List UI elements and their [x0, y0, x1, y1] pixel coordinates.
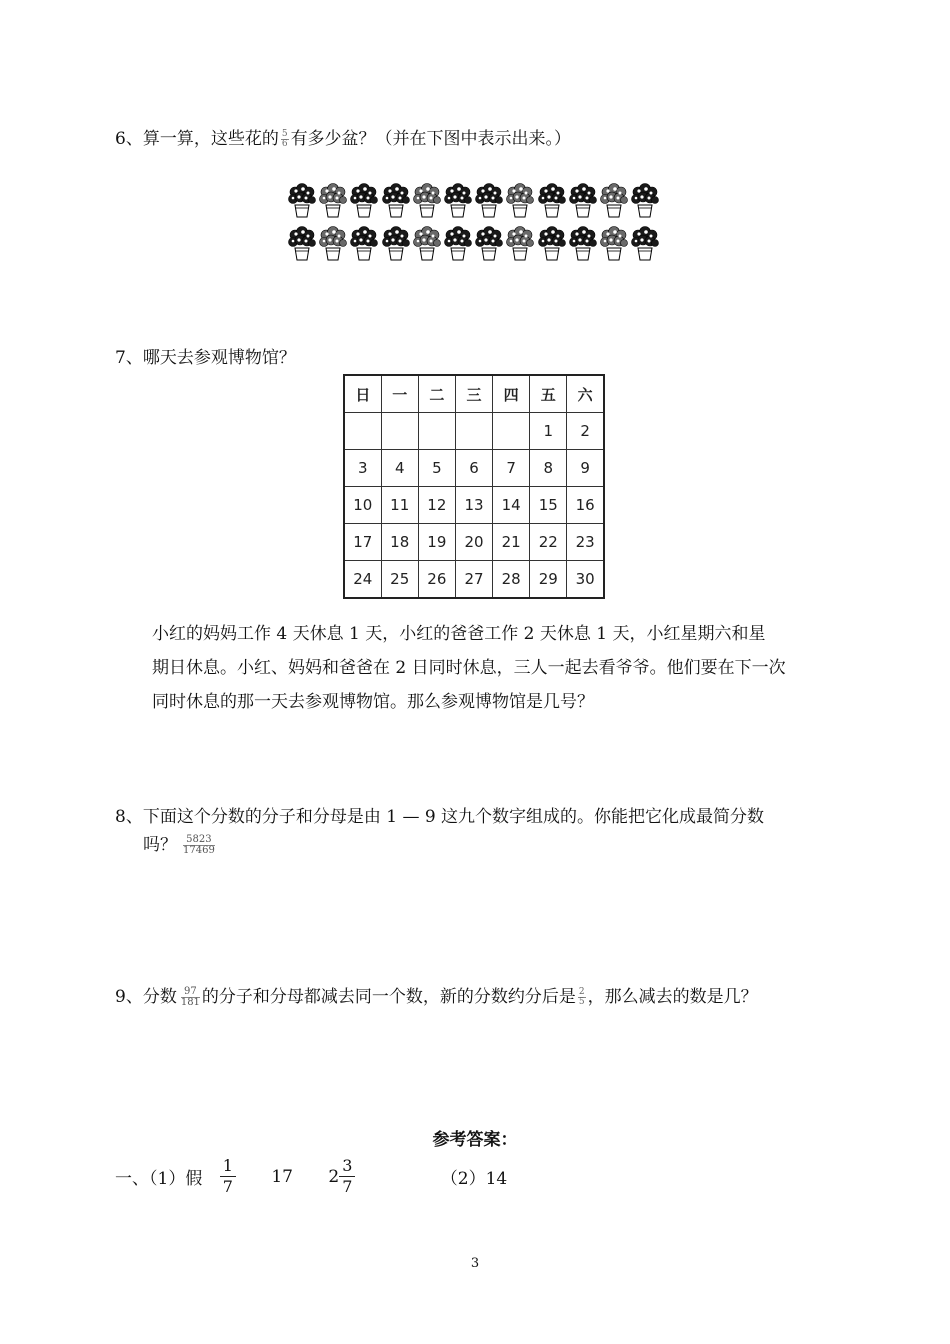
calendar-day-cell: 8	[530, 450, 567, 487]
calendar-day-cell: 13	[455, 487, 492, 524]
answer-label: 一、（1）假	[115, 1169, 203, 1189]
q9-text-b: 的分子和分母都减去同一个数，新的分数约分后是	[201, 987, 576, 1007]
flower-pot-icon	[475, 183, 503, 221]
calendar-day-cell: 14	[493, 487, 530, 524]
flower-pot-icon	[475, 226, 503, 264]
flower-pot-icon	[631, 183, 659, 221]
flower-pot-icon	[600, 226, 628, 264]
flower-pot-icon	[569, 226, 597, 264]
calendar-table	[343, 374, 605, 599]
calendar-header-cell: 三	[455, 375, 492, 413]
calendar-day-cell: 20	[455, 524, 492, 561]
calendar-day-cell: 22	[530, 524, 567, 561]
calendar-week-row	[344, 524, 604, 561]
q7-paragraph	[152, 617, 842, 719]
calendar-day-cell: 17	[344, 524, 381, 561]
calendar-day-cell	[493, 413, 530, 450]
q9-text-c: ，那么减去的数是几？	[587, 987, 758, 1007]
calendar-day-cell: 24	[344, 561, 381, 599]
q7-title: 7、哪天去参观博物馆？	[115, 348, 296, 368]
calendar-day-cell: 15	[530, 487, 567, 524]
flower-pot-icon	[288, 226, 316, 264]
q9-text-a: 9、分数	[115, 987, 177, 1007]
q7-para-line-3: 同时休息的那一天去参观博物馆。那么参观博物馆是几号？	[152, 692, 594, 712]
flower-pot-icon	[631, 226, 659, 264]
answer-mixed-fraction: $\frac{3}{7}$	[339, 1158, 355, 1195]
q9-fraction-2: $\frac{2}{5}$	[578, 987, 585, 1007]
q7-para-line-1: 小红的妈妈工作 4 天休息 1 天，小红的爸爸工作 2 天休息 1 天，小红星期六和星	[152, 624, 766, 644]
calendar-week-row	[344, 413, 604, 450]
q8-line-2	[143, 834, 217, 856]
question-6	[115, 128, 571, 150]
calendar-day-cell	[344, 413, 381, 450]
flower-pot-icon	[444, 183, 472, 221]
flower-pots-illustration	[288, 183, 668, 268]
calendar-week-row	[344, 487, 604, 524]
flower-pot-icon	[288, 183, 316, 221]
q8-fraction: $\frac{5823}{17469}$	[183, 834, 215, 856]
calendar-day-cell: 27	[455, 561, 492, 599]
question-9	[115, 986, 758, 1008]
flower-pot-icon	[538, 183, 566, 221]
flower-pot-icon	[538, 226, 566, 264]
flower-pot-icon	[569, 183, 597, 221]
flower-pot-icon	[350, 183, 378, 221]
calendar-day-cell	[381, 413, 418, 450]
calendar-day-cell: 4	[381, 450, 418, 487]
flower-pot-icon	[506, 226, 534, 264]
calendar-day-cell: 6	[455, 450, 492, 487]
q9-fraction-1: $\frac{97}{181}$	[180, 986, 200, 1008]
answer-fraction: $\frac{1}{7}$	[220, 1158, 236, 1195]
calendar-day-cell	[418, 413, 455, 450]
answers-line-1	[115, 1158, 507, 1195]
calendar-day-cell: 18	[381, 524, 418, 561]
answers-title: 参考答案：	[432, 1130, 518, 1150]
calendar-day-cell: 16	[567, 487, 604, 524]
calendar-header-cell: 四	[493, 375, 530, 413]
q6-text-b: 有多少盆？（并在下图中表示出来。）	[290, 129, 572, 149]
flower-pot-icon	[444, 226, 472, 264]
flower-pot-icon	[506, 183, 534, 221]
calendar-header-cell: 日	[344, 375, 381, 413]
calendar-header-cell: 二	[418, 375, 455, 413]
calendar-day-cell: 9	[567, 450, 604, 487]
calendar-day-cell: 7	[493, 450, 530, 487]
calendar-week-row	[344, 450, 604, 487]
calendar-day-cell: 12	[418, 487, 455, 524]
flower-pot-icon	[319, 226, 347, 264]
calendar-header-cell: 五	[530, 375, 567, 413]
flower-pot-icon	[382, 183, 410, 221]
calendar-day-cell	[455, 413, 492, 450]
calendar-day-cell: 3	[344, 450, 381, 487]
calendar-day-cell: 10	[344, 487, 381, 524]
q8-line-1: 8、下面这个分数的分子和分母是由 1 — 9 这九个数字组成的。你能把它化成最简分数	[115, 807, 765, 827]
flower-pot-icon	[382, 226, 410, 264]
calendar-day-cell: 2	[567, 413, 604, 450]
calendar-header-cell: 一	[381, 375, 418, 413]
answer-value-17: 17	[271, 1166, 293, 1187]
calendar-day-cell: 28	[493, 561, 530, 599]
answer-mixed-whole: 2	[328, 1166, 340, 1187]
q6-text-a: 6、算一算，这些花的	[115, 129, 279, 149]
page-number: 3	[470, 1256, 480, 1271]
calendar-day-cell: 5	[418, 450, 455, 487]
calendar-day-cell: 1	[530, 413, 567, 450]
calendar-day-cell: 29	[530, 561, 567, 599]
calendar-day-cell: 19	[418, 524, 455, 561]
q8-text: 吗？	[143, 835, 177, 855]
flower-pot-icon	[413, 226, 441, 264]
flower-pot-icon	[600, 183, 628, 221]
answer-part-2: （2）14	[440, 1169, 508, 1189]
calendar-week-row	[344, 561, 604, 599]
calendar-day-cell: 30	[567, 561, 604, 599]
calendar-day-cell: 26	[418, 561, 455, 599]
q7-para-line-2: 期日休息。小红、妈妈和爸爸在 2 日同时休息，三人一起去看爷爷。他们要在下一次	[152, 658, 786, 678]
calendar-day-cell: 11	[381, 487, 418, 524]
flower-pot-icon	[319, 183, 347, 221]
flower-pot-icon	[350, 226, 378, 264]
calendar-day-cell: 23	[567, 524, 604, 561]
q6-fraction: $\frac{5}{6}$	[281, 129, 288, 149]
flower-pot-icon	[413, 183, 441, 221]
calendar-day-cell: 25	[381, 561, 418, 599]
calendar-day-cell: 21	[493, 524, 530, 561]
calendar-header-cell: 六	[567, 375, 604, 413]
